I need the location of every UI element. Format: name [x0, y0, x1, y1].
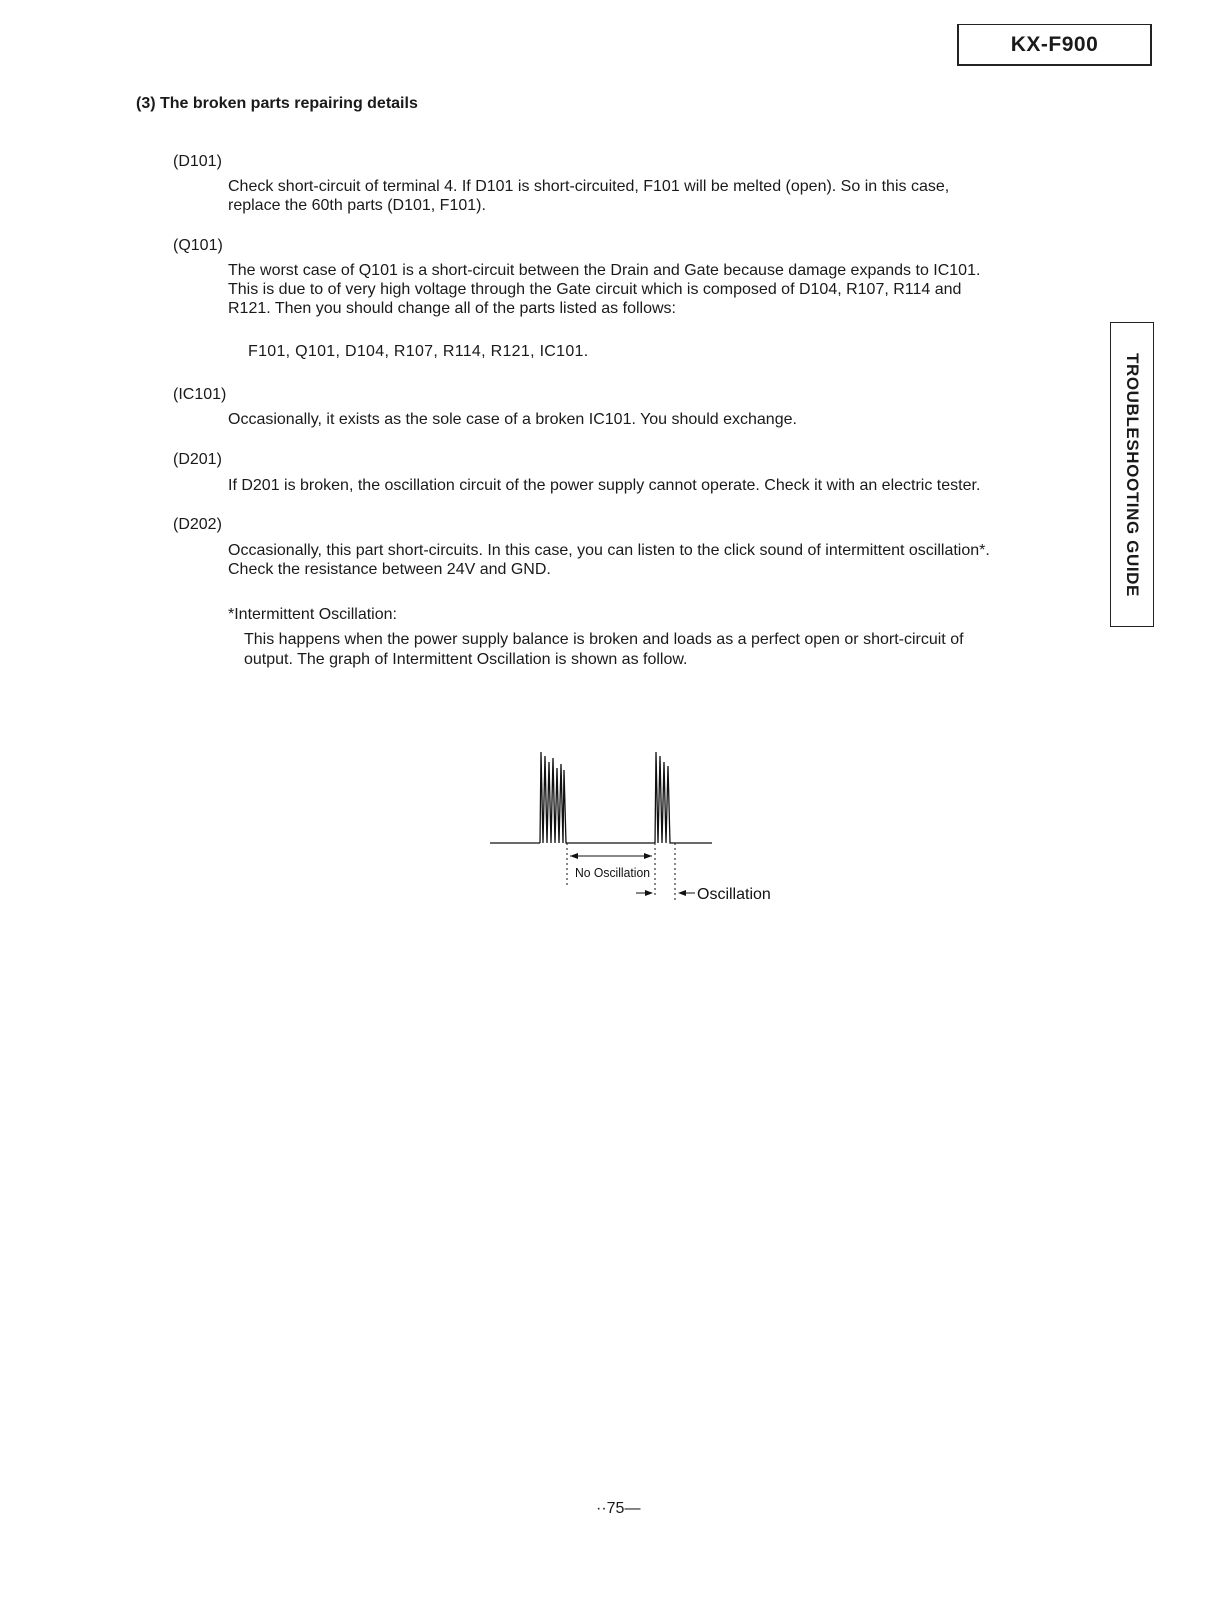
oscillation-burst-2: [655, 752, 672, 843]
no-oscillation-label: No Oscillation: [575, 865, 650, 880]
text-line: This is due to of very high voltage through the Gate circuit which is composed of D104, R107, R114 and: [228, 281, 962, 298]
intermittent-oscillation-diagram: [490, 750, 790, 910]
part-description-q101: [228, 261, 1098, 318]
part-label-d201: (D201): [173, 451, 222, 468]
part-label-d101: (D101): [173, 153, 222, 170]
model-number-box: [957, 24, 1152, 66]
part-label-q101: (Q101): [173, 237, 223, 254]
page-number: ··75—: [596, 1500, 641, 1517]
note-heading: *Intermittent Oscillation:: [228, 606, 397, 623]
text-line: output. The graph of Intermittent Oscillation is shown as follow.: [244, 651, 688, 668]
section-title: (3) The broken parts repairing details: [136, 95, 418, 112]
part-description-ic101: [228, 410, 1098, 429]
text-line: Occasionally, it exists as the sole case of a broken IC101. You should exchange.: [228, 411, 797, 428]
part-label-ic101: (IC101): [173, 386, 227, 403]
part-description-d201: [228, 476, 1098, 495]
oscillation-arrowhead-left: [645, 890, 653, 896]
text-line: R121. Then you should change all of the parts listed as follows:: [228, 300, 676, 317]
side-tab: [1110, 322, 1154, 627]
part-description-d202: [228, 541, 1098, 579]
text-line: This happens when the power supply balance is broken and loads as a perfect open or short-circuit of: [244, 631, 964, 648]
oscillation-label: Oscillation: [697, 886, 771, 903]
text-line: replace the 60th parts (D101, F101).: [228, 197, 486, 214]
text-line: Check the resistance between 24V and GND.: [228, 561, 551, 578]
text-line: The worst case of Q101 is a short-circuit between the Drain and Gate because damage expands to IC101.: [228, 262, 981, 279]
replacement-parts-list: F101, Q101, D104, R107, R114, R121, IC101.: [248, 343, 589, 360]
text-line: Occasionally, this part short-circuits. In this case, you can listen to the click sound of intermittent oscillation*.: [228, 542, 990, 559]
model-number: KX-F900: [1010, 32, 1099, 56]
text-line: Check short-circuit of terminal 4. If D101 is short-circuited, F101 will be melted (open). So in this case,: [228, 178, 950, 195]
part-description-d101: [228, 177, 1098, 215]
part-label-d202: (D202): [173, 516, 222, 533]
arrowhead-right: [644, 853, 652, 859]
side-tab-label: TROUBLESHOOTING GUIDE: [1123, 352, 1142, 597]
oscillation-burst-1: [540, 752, 567, 843]
text-line: If D201 is broken, the oscillation circuit of the power supply cannot operate. Check it with an electric tester.: [228, 477, 981, 494]
note-body: [244, 630, 1094, 670]
arrowhead-left: [570, 853, 578, 859]
